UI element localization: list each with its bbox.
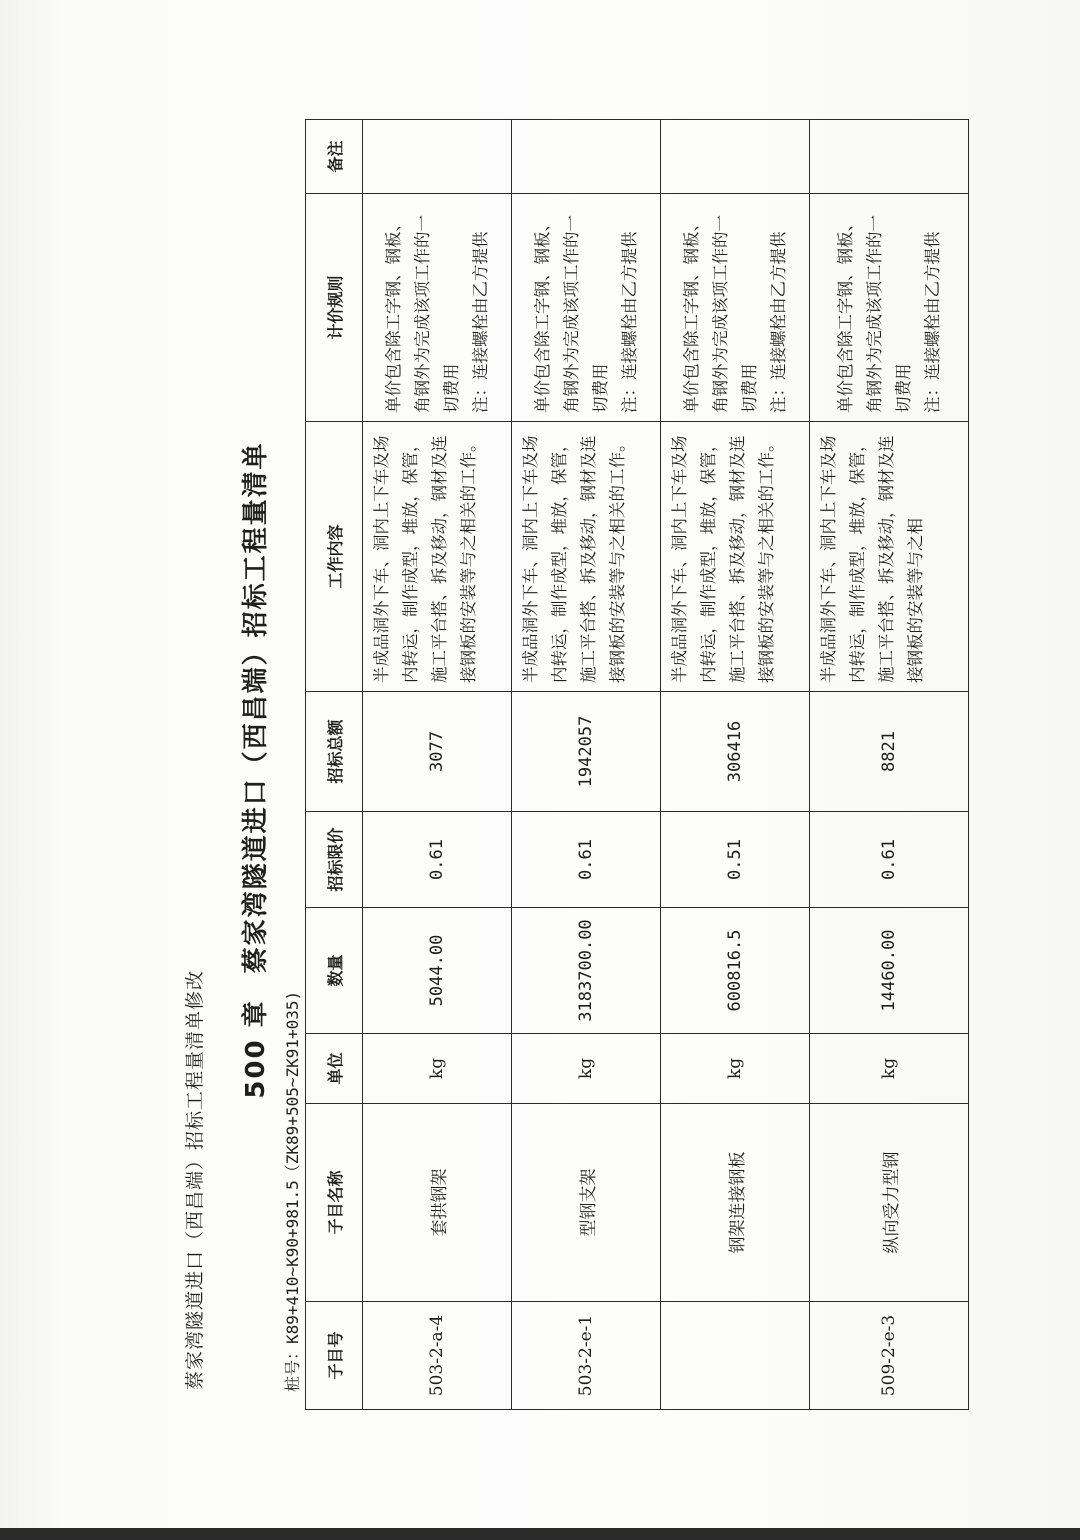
stake-value: K89+410~K90+981.5（ZK89+505~ZK91+035) xyxy=(283,990,302,1344)
cell-work: 半成品洞外下车、洞内上下车及场内转运，制作成型，堆放，保管，施工平台搭、拆及移动，钢材及连接钢板的安装等与之相关的工作。 xyxy=(661,422,810,692)
cell-qty: 14460.00 xyxy=(810,908,969,1034)
cell-qty: 5044.00 xyxy=(363,908,512,1034)
rule-text: 单价包含除工字钢、钢板、角钢外为完成该项工作的一切费用 xyxy=(384,215,461,413)
table-row xyxy=(661,120,810,1410)
cell-remark xyxy=(810,120,969,194)
cell-code: 503-2-e-1 xyxy=(512,1302,661,1410)
cell-total: 1942057 xyxy=(512,692,661,812)
quantity-table xyxy=(305,119,969,1410)
cell-rule xyxy=(363,194,512,422)
cell-qty: 600816.5 xyxy=(661,908,810,1034)
header-qty: 数量 xyxy=(306,908,363,1034)
header-price: 招标限价 xyxy=(306,812,363,908)
header-work: 工作内容 xyxy=(306,422,363,692)
document-note: 蔡家湾隧道进口（西昌端）招标工程量清单修改 xyxy=(184,969,206,1390)
cell-price: 0.61 xyxy=(512,812,661,908)
cell-total: 306416 xyxy=(661,692,810,812)
stake-label: 桩号： xyxy=(283,1343,302,1392)
rule-note: 注：连接螺栓由乙方提供 xyxy=(620,231,639,413)
cell-work: 半成品洞外下车、洞内上下车及场内转运，制作成型，堆放，保管，施工平台搭、拆及移动，钢材及连接钢板的安装等与之相关的工作。 xyxy=(512,422,661,692)
cell-name: 钢架连接钢板 xyxy=(661,1104,810,1302)
header-code: 子目号 xyxy=(306,1302,363,1410)
rule-text: 单价包含除工字钢、钢板、角钢外为完成该项工作的一切费用 xyxy=(682,215,759,413)
cell-price: 0.61 xyxy=(810,812,969,908)
cell-remark xyxy=(661,120,810,194)
stake-range xyxy=(280,991,303,1392)
cell-code: 509-2-e-3 xyxy=(810,1302,969,1410)
cell-name: 套拱钢架 xyxy=(363,1104,512,1302)
cell-price: 0.51 xyxy=(661,812,810,908)
cell-remark xyxy=(512,120,661,194)
cell-total: 3077 xyxy=(363,692,512,812)
cell-unit: kg xyxy=(363,1034,512,1104)
cell-work: 半成品洞外下车、洞内上下车及场内转运，制作成型，堆放，保管，施工平台搭、拆及移动，钢材及连接钢板的安装等与之相关的工作。 xyxy=(363,422,512,692)
table-row xyxy=(363,120,512,1410)
table-row xyxy=(810,120,969,1410)
cell-name: 纵向受力型钢 xyxy=(810,1104,969,1302)
cell-code xyxy=(661,1302,810,1410)
cell-remark xyxy=(363,120,512,194)
header-total: 招标总额 xyxy=(306,692,363,812)
cell-code: 503-2-a-4 xyxy=(363,1302,512,1410)
rule-text: 单价包含除工字钢、钢板、角钢外为完成该项工作的一切费用 xyxy=(836,215,913,413)
cell-unit: kg xyxy=(810,1034,969,1104)
rule-note: 注：连接螺栓由乙方提供 xyxy=(769,231,788,413)
header-remark: 备注 xyxy=(306,120,363,194)
cell-price: 0.61 xyxy=(363,812,512,908)
cell-name: 型钢支架 xyxy=(512,1104,661,1302)
cell-rule xyxy=(661,194,810,422)
cell-unit: kg xyxy=(661,1034,810,1104)
cell-rule xyxy=(512,194,661,422)
cell-work: 半成品洞外下车、洞内上下车及场内转运，制作成型，堆放，保管，施工平台搭、拆及移动，钢材及连接钢板的安装等与之相 xyxy=(810,422,969,692)
rule-note: 注：连接螺栓由乙方提供 xyxy=(923,231,942,413)
chapter-label: 500 章 xyxy=(241,999,271,1099)
cell-rule xyxy=(810,194,969,422)
rule-note: 注：连接螺栓由乙方提供 xyxy=(471,231,490,413)
cell-qty: 3183700.00 xyxy=(512,908,661,1034)
cell-unit: kg xyxy=(512,1034,661,1104)
cell-total: 8821 xyxy=(810,692,969,812)
rule-text: 单价包含除工字钢、钢板、角钢外为完成该项工作的一切费用 xyxy=(533,215,610,413)
header-unit: 单位 xyxy=(306,1034,363,1104)
header-name: 子目名称 xyxy=(306,1104,363,1302)
header-row xyxy=(306,120,363,1410)
title-text: 蔡家湾隧道进口（西昌端）招标工程量清单 xyxy=(241,441,271,974)
table-row xyxy=(512,120,661,1410)
page-title xyxy=(235,0,272,1540)
header-rule: 计价规则 xyxy=(306,194,363,422)
